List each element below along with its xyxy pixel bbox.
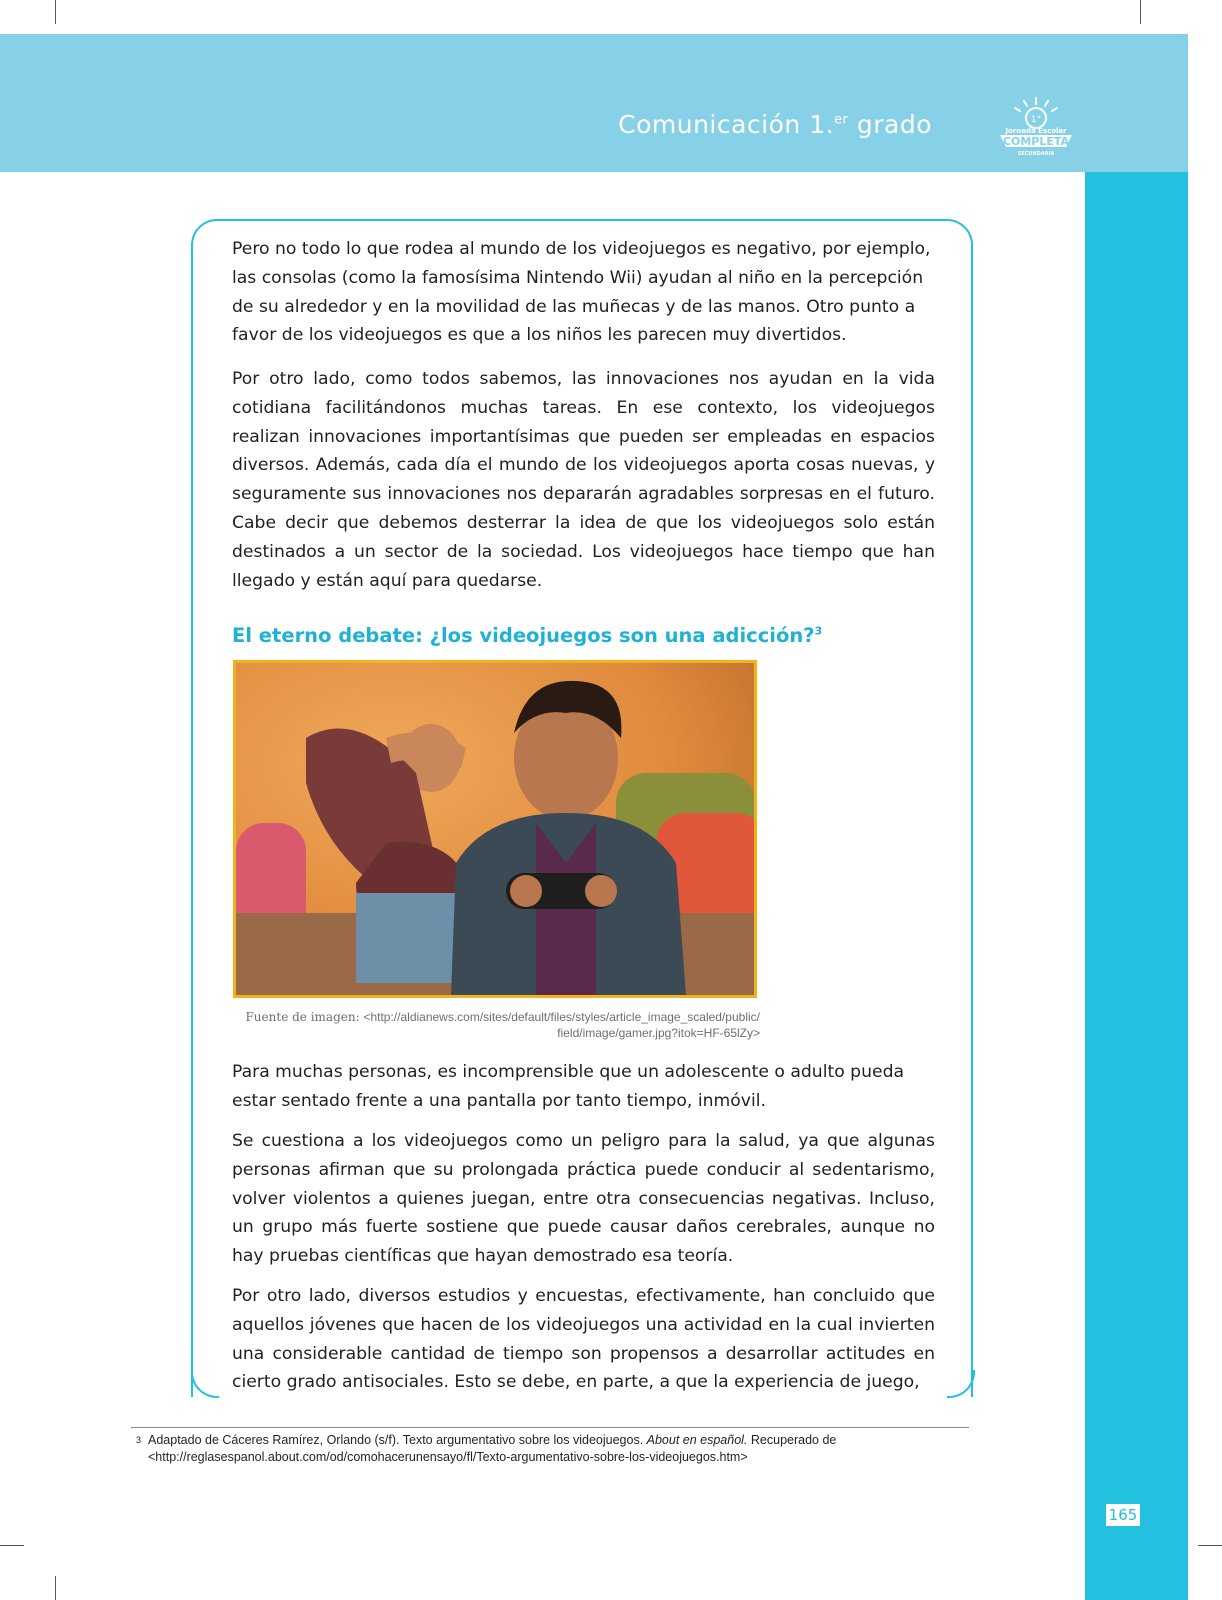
footnote-text-before: Adaptado de Cáceres Ramírez, Orlando (s/f). Texto argumentativo sobre los videojuegos. <box>148 1433 647 1447</box>
caption-line-1 <box>240 1009 760 1025</box>
crop-mark <box>55 0 56 24</box>
footnote-text <box>148 1432 966 1466</box>
footnote-text-after: Recuperado de <http://reglasespanol.about.com/od/comohacerunensayo/fl/Texto-argumentativo-sobre-los-videojuegos.htm> <box>148 1433 837 1464</box>
paragraph-4: Se cuestiona a los videojuegos como un peligro para la salud, ya que algunas personas afirman que su prolongada práctica puede conducir al sedentarismo, volver violentos a quienes juegan, entre otra consecuencias negativas. Incluso, un grupo más fuerte sostiene que puede causar daños cerebrales, aunque no hay pruebas científicas que hayan demostrado esa teoría. <box>232 1131 935 1267</box>
jornada-escolar-logo <box>994 96 1078 158</box>
section-heading <box>232 624 822 647</box>
paragraph-3: Para muchas personas, es incomprensible que un adolescente o adulto pueda estar sentado frente a una pantalla por tanto tiempo, inmóvil. <box>232 1062 905 1111</box>
crop-mark <box>1140 0 1141 24</box>
logo-text-top: Jornada Escolar <box>1005 127 1067 135</box>
caption-label: Fuente de imagen: <box>245 1010 364 1024</box>
crop-mark <box>1198 1545 1222 1546</box>
footnote-ref: 3 <box>814 624 823 638</box>
logo-badge: 1° <box>1030 115 1042 125</box>
header-title-prefix: Comunicación 1. <box>618 110 835 139</box>
section-heading-text: El eterno debate: ¿los videojuegos son una adicción? <box>232 624 815 647</box>
side-band <box>1085 172 1188 1600</box>
image-caption <box>240 1009 760 1041</box>
page-header-title <box>618 110 932 139</box>
logo-text-main: COMPLETA <box>1002 135 1070 148</box>
crop-mark <box>0 1545 24 1546</box>
header-title-sup: er <box>834 112 849 128</box>
paragraph-5: Por otro lado, diversos estudios y encuestas, efectivamente, han concluido que aquellos jóvenes que hacen de los videojuegos una actividad en la cual invierten una considerable cantidad de tiempo son propensos a desarrollar actitudes en cierto grado antisociales. Esto se debe, en parte, a que la experiencia de juego, <box>232 1286 935 1393</box>
paragraph-1: Pero no todo lo que rodea al mundo de los videojuegos es negativo, por ejemplo, las consolas (como la famosísima Nintendo Wii) ayudan al niño en la percepción de su alrededor y en la movilidad de las muñecas y de las manos. Otro punto a favor de los videojuegos es que a los niños les parecen muy divertidos. <box>232 239 931 346</box>
logo-text-bottom: SECUNDARIA <box>1017 151 1055 157</box>
footnote-rule <box>131 1427 969 1428</box>
paragraph-2: Por otro lado, como todos sabemos, las innovaciones nos ayudan en la vida cotidiana facilitándonos muchas tareas. En ese contexto, los videojuegos realizan innovaciones importantísimas que pueden ser empleadas en espacios diversos. Además, cada día el mundo de los videojuegos aporta cosas nuevas, y seguramente sus innovaciones nos depararán agradables sorpresas en el futuro. Cabe decir que debemos desterrar la idea de que los videojuegos solo están destinados a un sector de la sociedad. Los videojuegos hace tiempo que han llegado y están aquí para quedarse. <box>232 369 935 591</box>
footnote-text-italic: About en español. <box>646 1433 748 1447</box>
crop-mark <box>55 1576 56 1600</box>
caption-url-part-2: field/image/gamer.jpg?itok=HF-65lZy> <box>557 1026 760 1040</box>
caption-url-part-1: <http://aldianews.com/sites/default/files/styles/article_image_scaled/public/ <box>363 1010 760 1024</box>
footnote <box>136 1432 966 1466</box>
page-number: 165 <box>1106 1504 1140 1526</box>
header-title-suffix: grado <box>848 110 932 139</box>
gamer-photo <box>233 660 757 998</box>
footnote-number: 3 <box>136 1435 142 1445</box>
